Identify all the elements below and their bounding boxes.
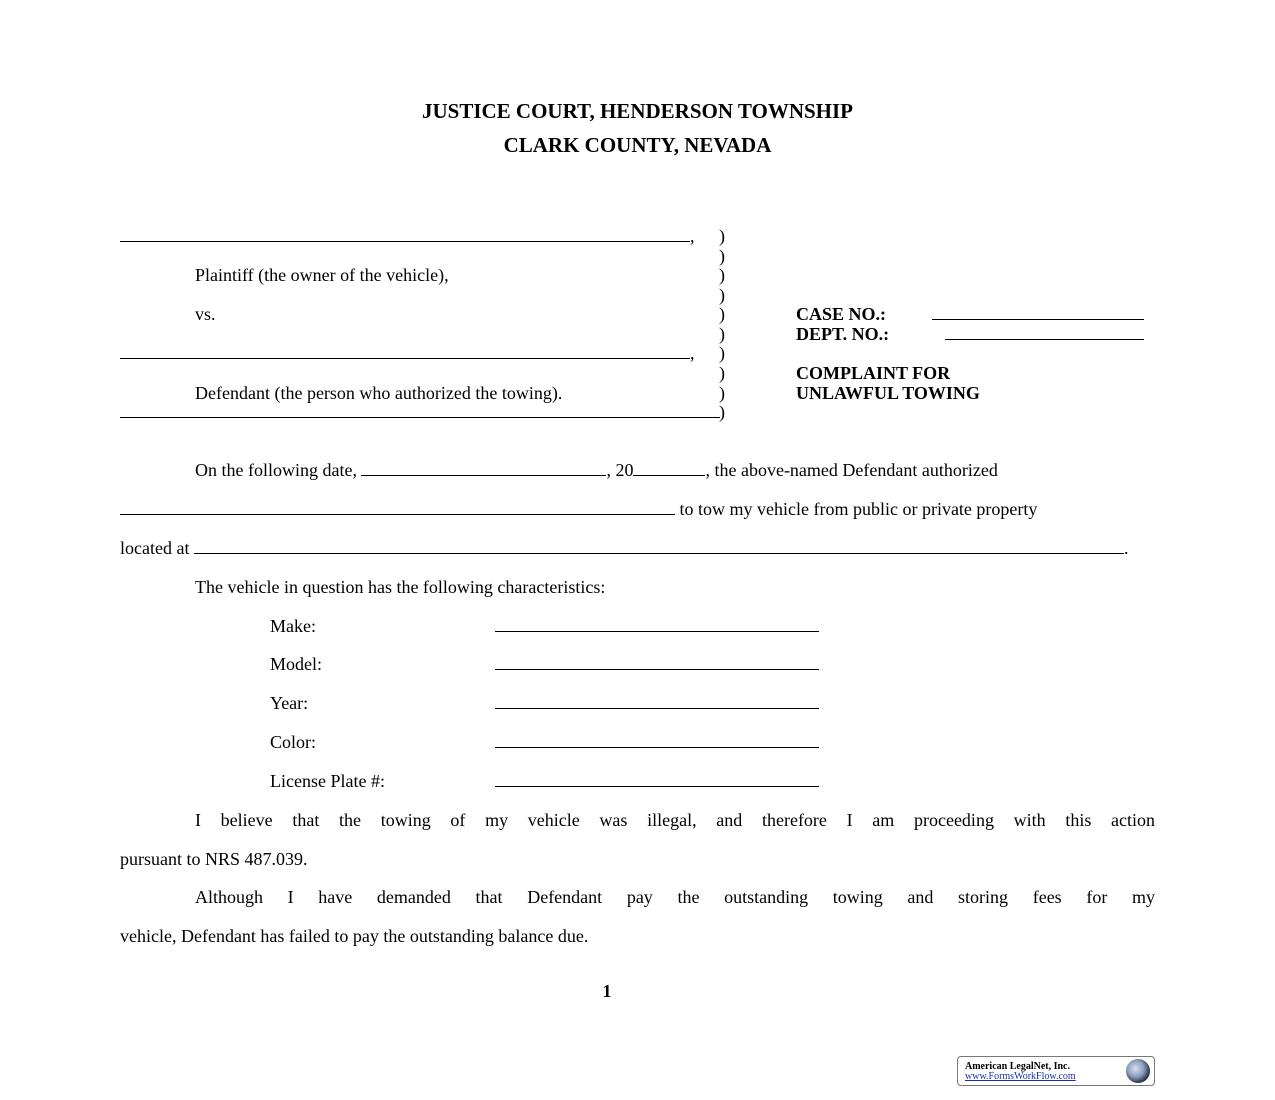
caption-bottom-line [120,402,720,422]
case-no-field[interactable] [932,304,1144,324]
globe-icon [1126,1059,1150,1083]
paragraph-fees-line2: vehicle, Defendant has failed to pay the outstanding balance due. [120,926,589,946]
court-name: JUSTICE COURT, HENDERSON TOWNSHIP [421,99,854,123]
vehicle-year-field[interactable] [495,693,819,713]
date-field[interactable] [361,460,606,476]
plaintiff-label: Plaintiff (the owner of the vehicle), [195,265,449,285]
license-plate-label: License Plate #: [270,771,385,791]
defendant-name-field[interactable]: , [120,343,695,363]
paragraph-illegal-line2: pursuant to NRS 487.039. [120,849,308,869]
county-name: CLARK COUNTY, NEVADA [503,133,772,157]
make-field[interactable] [495,616,819,636]
page-number: 1 [602,981,612,1001]
vehicle-intro: The vehicle in question has the following characteristics: [195,577,606,597]
year-label: Year: [270,693,309,713]
paragraph-location: located at . [120,538,1129,558]
paragraph-illegal-line1: I believe that the towing of my vehicle was illegal, and therefore I am proceeding with this action [195,810,1155,830]
american-legalnet-logo[interactable]: American LegalNet, Inc. www.FormsWorkFlow.com [957,1056,1155,1086]
make-label: Make: [270,616,316,636]
document-page: JUSTICE COURT, HENDERSON TOWNSHIP CLARK COUNTY, NEVADA , Plaintiff (the owner of the vehicle), vs. , Defendant (the person who authorized the towing). ) ) ) ) ) ) ) ) ) ) CASE NO.: DEPT. NO.: COMPLAINT FOR UNLAWFUL TOWING On the following date, , 20 , the above-named Defendant authorized to tow my vehicle from public or private property located at . The vehicle in question has the following characteristics: Make: Model: Year: Color: License Plate #: I believe that the towing of my vehicle was illegal, and therefore I am proceeding with this action pursuant to NRS 487.039. Although I have demanded that Defendant pay the outstanding towing and storing fees for my vehicle, Defendant has failed to pay the outstanding balance due. 1 American LegalNet, Inc. www.FormsWorkFlow.com [0,0,1275,1100]
dept-no-label: DEPT. NO.: [796,324,890,344]
defendant-label: Defendant (the person who authorized the towing). [195,383,563,403]
location-field[interactable] [194,538,1124,554]
forms-workflow-link[interactable]: www.FormsWorkFlow.com [965,1071,1076,1082]
tow-company-field[interactable] [120,499,675,515]
dept-no-field[interactable] [945,324,1144,344]
color-field[interactable] [495,732,819,752]
paragraph-tow-company: to tow my vehicle from public or private property [120,499,1037,519]
document-title-line1: COMPLAINT FOR [796,363,951,383]
year-field[interactable] [633,460,705,476]
model-label: Model: [270,654,322,674]
license-plate-field[interactable] [495,771,819,791]
paragraph-date: On the following date, , 20 , the above-named Defendant authorized [195,460,998,480]
plaintiff-name-field[interactable]: , [120,226,695,246]
color-label: Color: [270,732,317,752]
paragraph-fees-line1: Although I have demanded that Defendant pay the outstanding towing and storing fees for my [195,887,1155,907]
document-title-line2: UNLAWFUL TOWING [796,383,980,403]
vs-label: vs. [195,304,216,324]
case-no-label: CASE NO.: [796,304,887,324]
model-field[interactable] [495,654,819,674]
